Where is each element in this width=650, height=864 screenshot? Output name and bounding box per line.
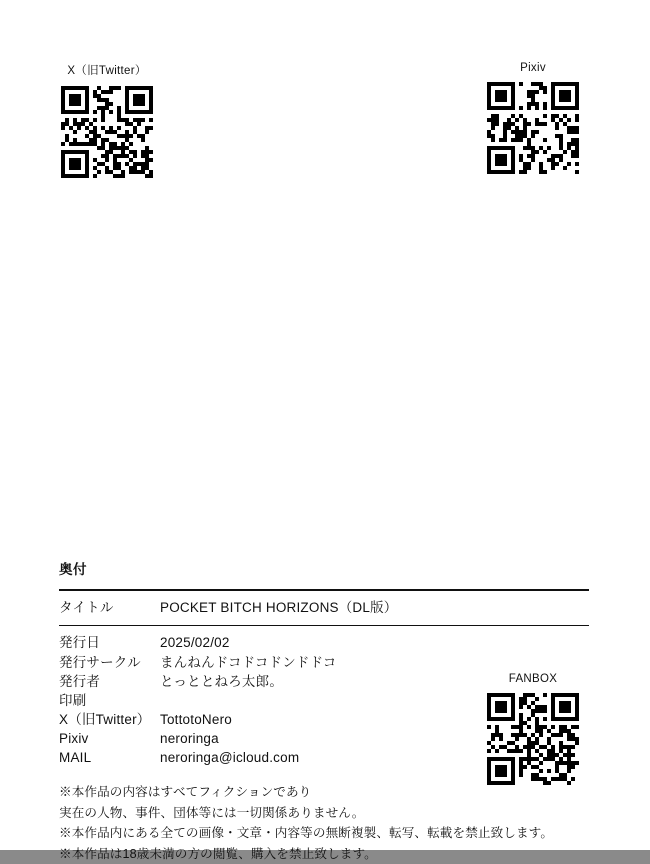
qr-caption-x-twitter: X（旧Twitter） (67, 65, 147, 77)
colophon-value: まんねんドコドコドンドドコ (160, 654, 337, 670)
colophon-label: タイトル (59, 599, 114, 615)
colophon-label: MAIL (59, 750, 92, 766)
qr-caption-fanbox: FANBOX (508, 673, 558, 685)
colophon-label: 発行サークル (59, 654, 141, 670)
colophon-label: 発行日 (59, 635, 101, 651)
colophon-label: 印刷 (59, 692, 87, 708)
legal-note-line: ※本作品内にある全ての画像・文章・内容等の無断複製、転写、転載を禁止致します。 (59, 826, 554, 841)
colophon-row (59, 598, 599, 617)
colophon-value: 2025/02/02 (160, 635, 230, 651)
legal-notes (59, 782, 599, 864)
colophon (59, 558, 599, 864)
colophon-label: Pixiv (59, 731, 89, 747)
colophon-value: とっととねろ太郎。 (160, 673, 284, 689)
legal-note-line: ※本作品は18歳未満の方の閲覧、購入を禁止致します。 (59, 846, 377, 861)
colophon-row (59, 710, 599, 729)
qr-caption-pixiv: Pixiv (520, 62, 546, 74)
colophon-value: neroringa (160, 731, 219, 747)
colophon-heading: 奥付 (59, 562, 87, 577)
colophon-row (59, 691, 599, 710)
qr-code-x-twitter-icon[interactable] (61, 86, 153, 178)
colophon-row (59, 672, 599, 691)
legal-note-line: ※本作品の内容はすべてフィクションであり (59, 785, 312, 800)
colophon-row (59, 748, 599, 767)
colophon-value: POCKET BITCH HORIZONS（DL版） (160, 599, 398, 615)
colophon-row (59, 729, 599, 748)
colophon-title-block (59, 591, 599, 625)
colophon-label: X（旧Twitter） (59, 711, 151, 727)
colophon-value: neroringa@icloud.com (160, 750, 300, 766)
colophon-detail-block (59, 626, 599, 769)
colophon-row (59, 633, 599, 652)
colophon-value: TottotoNero (160, 711, 232, 727)
qr-code-pixiv-icon[interactable] (487, 82, 579, 174)
colophon-label: 発行者 (59, 673, 101, 689)
qr-block-pixiv (487, 62, 579, 174)
qr-block-x-twitter (61, 62, 153, 178)
colophon-row (59, 653, 599, 672)
legal-note-line: 実在の人物、事件、団体等には一切関係ありません。 (59, 805, 365, 820)
